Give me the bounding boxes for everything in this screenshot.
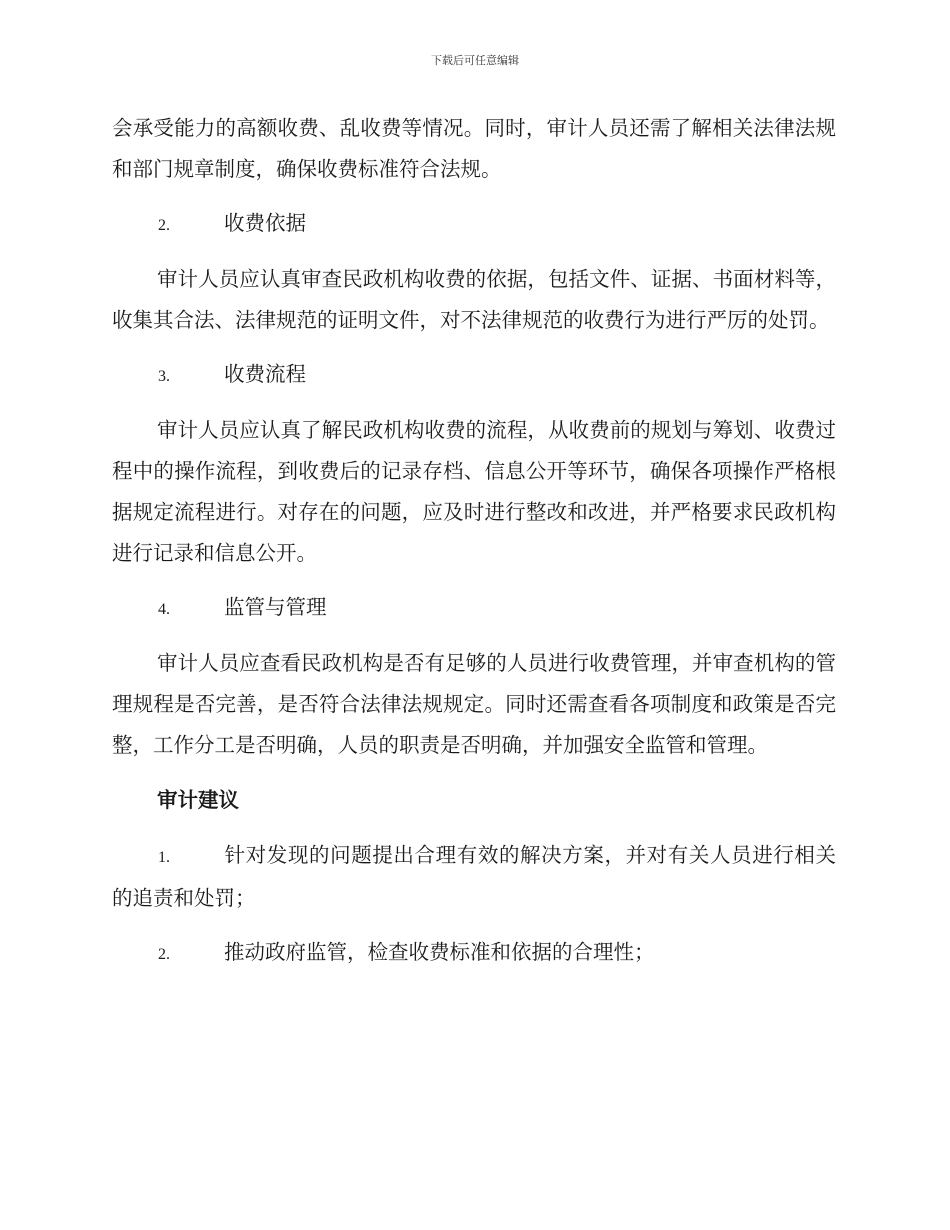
paragraph-section-4: 审计人员应查看民政机构是否有足够的人员进行收费管理，并审查机构的管理规程是否完善，是否符合法律法规规定。同时还需查看各项制度和政策是否完整，工作分工是否明确，人员的职责是否明确，并加强安全监管和管理。 — [112, 651, 836, 757]
section-title: 收费流程 — [224, 362, 306, 386]
list-number: 4. — [158, 601, 170, 618]
paragraph-section-2: 审计人员应认真审查民政机构收费的依据，包括文件、证据、书面材料等，收集其合法、法律规范的证明文件，对不法律规范的收费行为进行严厉的处罚。 — [112, 267, 836, 332]
list-number: 3. — [158, 368, 170, 385]
suggestion-item-2 — [112, 932, 836, 975]
suggestion-text: 针对发现的问题提出合理有效的解决方案，并对有关人员进行相关的追责和处罚； — [112, 843, 836, 910]
document-body — [112, 108, 836, 975]
list-item-section-2 — [112, 203, 836, 246]
list-number: 2. — [158, 946, 170, 963]
suggestion-item-1 — [112, 835, 836, 919]
section-heading-suggestions: 审计建议 — [157, 788, 239, 812]
list-number: 2. — [158, 217, 170, 234]
paragraph-section-3: 审计人员应认真了解民政机构收费的流程，从收费前的规划与筹划、收费过程中的操作流程，到收费后的记录存档、信息公开等环节，确保各项操作严格根据规定流程进行。对存在的问题，应及时进行整改和改进，并严格要求民政机构进行记录和信息公开。 — [112, 418, 836, 565]
suggestion-text: 推动政府监管，检查收费标准和依据的合理性； — [224, 940, 655, 964]
list-item-section-4 — [112, 587, 836, 630]
section-title: 收费依据 — [224, 211, 306, 235]
list-number: 1. — [158, 849, 170, 866]
list-item-section-3 — [112, 354, 836, 397]
paragraph-continued: 会承受能力的高额收费、乱收费等情况。同时，审计人员还需了解相关法律法规和部门规章制度，确保收费标准符合法规。 — [112, 116, 836, 181]
section-title: 监管与管理 — [224, 595, 327, 619]
page-header: 下载后可任意编辑 — [431, 54, 519, 67]
